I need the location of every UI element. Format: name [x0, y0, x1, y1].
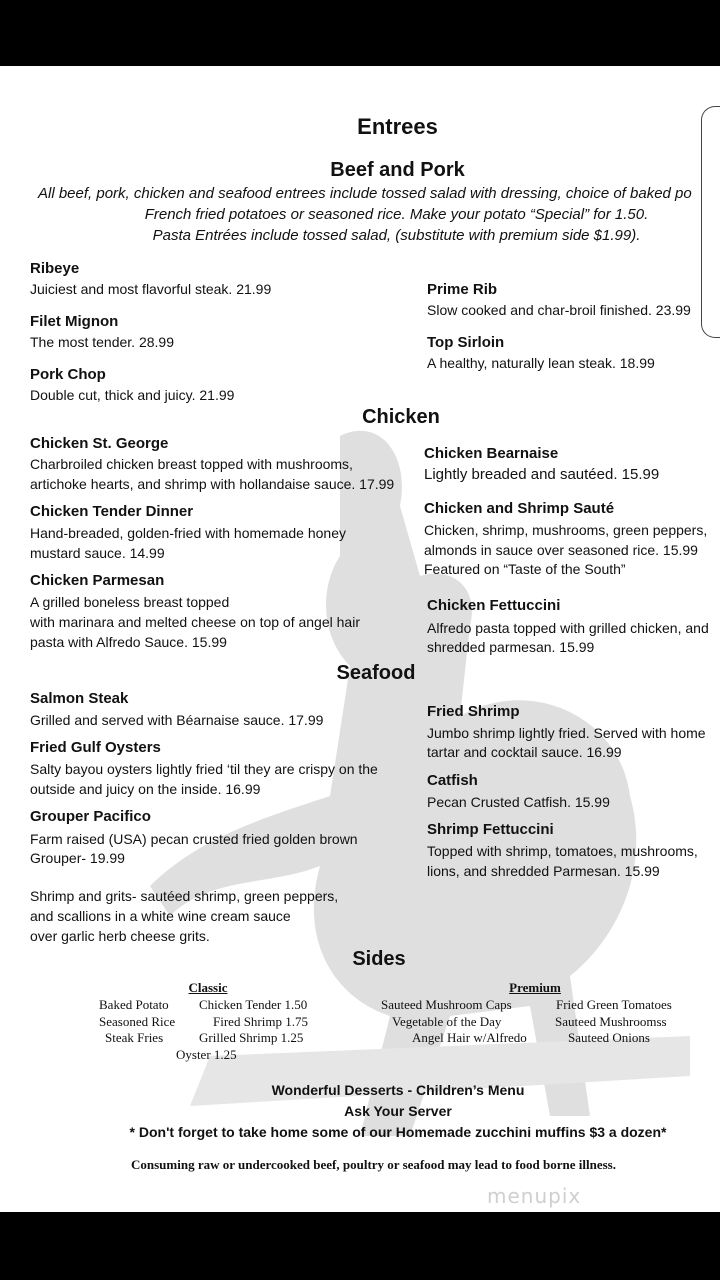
- item-desc: Hand-breaded, golden-fried with homemade honey: [30, 525, 346, 541]
- side-item: Sauteed Mushroomss: [555, 1014, 667, 1029]
- item-name: Ribeye: [30, 260, 80, 277]
- item-desc: Chicken, shrimp, mushrooms, green peppers,: [424, 522, 708, 538]
- premium-label: Premium: [509, 980, 561, 995]
- item-desc: Double cut, thick and juicy. 21.99: [30, 387, 235, 403]
- item-name: Chicken and Shrimp Sauté: [424, 500, 615, 517]
- item-desc: and scallions in a white wine cream sauce: [30, 908, 291, 924]
- desserts-line: Wonderful Desserts - Children’s Menu: [271, 1082, 525, 1098]
- item-name: Chicken St. George: [30, 435, 169, 452]
- side-item: Angel Hair w/Alfredo: [412, 1030, 527, 1045]
- item-name: Fried Shrimp: [427, 703, 520, 720]
- seafood-heading: Seafood: [336, 662, 416, 684]
- item-desc: Charbroiled chicken breast topped with mushrooms,: [30, 456, 353, 472]
- side-item: Vegetable of the Day: [392, 1014, 502, 1029]
- item-desc: Pecan Crusted Catfish. 15.99: [427, 794, 610, 810]
- menu-page: [0, 66, 720, 1212]
- item-desc: over garlic herb cheese grits.: [30, 928, 210, 944]
- item-name: Filet Mignon: [30, 313, 119, 330]
- side-item: Sauteed Mushroom Caps: [381, 997, 512, 1012]
- item-desc: Topped with shrimp, tomatoes, mushrooms,: [427, 843, 698, 859]
- side-item: Chicken Tender 1.50: [199, 997, 308, 1012]
- item-name: Fried Gulf Oysters: [30, 739, 161, 756]
- item-desc: The most tender. 28.99: [30, 334, 174, 350]
- item-name: Salmon Steak: [30, 690, 129, 707]
- item-desc: Grilled and served with Béarnaise sauce. 17.99: [30, 712, 324, 728]
- side-item: Seasoned Rice: [99, 1014, 176, 1029]
- side-item: Fired Shrimp 1.75: [213, 1014, 308, 1029]
- item-desc: almonds in sauce over seasoned rice. 15.99: [424, 542, 698, 558]
- beef-pork-heading: Beef and Pork: [330, 159, 465, 181]
- item-desc: A healthy, naturally lean steak. 18.99: [427, 355, 655, 371]
- side-item: Grilled Shrimp 1.25: [199, 1030, 304, 1045]
- item-name: Catfish: [427, 772, 478, 789]
- item-desc: Alfredo pasta topped with grilled chicken, and: [427, 620, 709, 636]
- item-name: Grouper Pacifico: [30, 808, 151, 825]
- classic-label: Classic: [188, 980, 228, 995]
- side-item: Baked Potato: [99, 997, 169, 1012]
- intro-line-1: All beef, pork, chicken and seafood entrees include tossed salad with dressing, choice of baked po: [38, 185, 692, 202]
- item-desc: Farm raised (USA) pecan crusted fried golden brown: [30, 831, 358, 847]
- item-name: Chicken Tender Dinner: [30, 503, 194, 520]
- item-name: Pork Chop: [30, 366, 106, 383]
- item-desc: Salty bayou oysters lightly fried ‘til they are crispy on the: [30, 761, 378, 777]
- intro-line-2: French fried potatoes or seasoned rice. Make your potato “Special” for 1.50.: [144, 206, 649, 223]
- sides-heading: Sides: [352, 948, 406, 970]
- item-name: Chicken Parmesan: [30, 572, 165, 589]
- item-desc: A grilled boneless breast topped: [30, 594, 230, 610]
- item-name: Prime Rib: [427, 281, 498, 298]
- menupix-watermark: menupix: [487, 1184, 582, 1208]
- item-name: Top Sirloin: [427, 334, 505, 351]
- item-desc: tartar and cocktail sauce. 16.99: [427, 744, 622, 760]
- item-desc: Lightly breaded and sautéed. 15.99: [424, 466, 660, 483]
- page-title: Entrees: [357, 114, 438, 139]
- item-name: Chicken Fettuccini: [427, 597, 561, 614]
- health-warning: Consuming raw or undercooked beef, poultry or seafood may lead to food borne illness.: [131, 1157, 616, 1172]
- item-desc: Featured on “Taste of the South”: [424, 561, 626, 577]
- side-item: Fried Green Tomatoes: [556, 997, 672, 1012]
- side-item: Steak Fries: [105, 1030, 164, 1045]
- muffins-line: * Don't forget to take home some of our Homemade zucchini muffins $3 a dozen*: [129, 1124, 667, 1140]
- item-desc: shredded parmesan. 15.99: [427, 639, 595, 655]
- item-desc: Grouper- 19.99: [30, 850, 125, 866]
- side-item: Oyster 1.25: [176, 1047, 237, 1062]
- item-desc: Shrimp and grits- sautéed shrimp, green peppers,: [30, 888, 339, 904]
- item-desc: pasta with Alfredo Sauce. 15.99: [30, 634, 227, 650]
- item-desc: outside and juicy on the inside. 16.99: [30, 781, 261, 797]
- item-name: Shrimp Fettuccini: [427, 821, 554, 838]
- item-desc: Juiciest and most flavorful steak. 21.99: [30, 281, 272, 297]
- item-desc: Jumbo shrimp lightly fried. Served with home: [427, 725, 706, 741]
- intro-line-3: Pasta Entrées include tossed salad, (substitute with premium side $1.99).: [152, 227, 641, 244]
- item-desc: mustard sauce. 14.99: [30, 545, 165, 561]
- chicken-heading: Chicken: [362, 406, 440, 428]
- item-desc: with marinara and melted cheese on top of angel hair: [30, 614, 360, 630]
- item-desc: Slow cooked and char-broil finished. 23.99: [427, 302, 691, 318]
- item-name: Chicken Bearnaise: [424, 445, 559, 462]
- ask-server-line: Ask Your Server: [344, 1103, 452, 1119]
- item-desc: lions, and shredded Parmesan. 15.99: [427, 863, 660, 879]
- side-item: Sauteed Onions: [568, 1030, 650, 1045]
- item-desc: artichoke hearts, and shrimp with hollandaise sauce. 17.99: [30, 476, 395, 492]
